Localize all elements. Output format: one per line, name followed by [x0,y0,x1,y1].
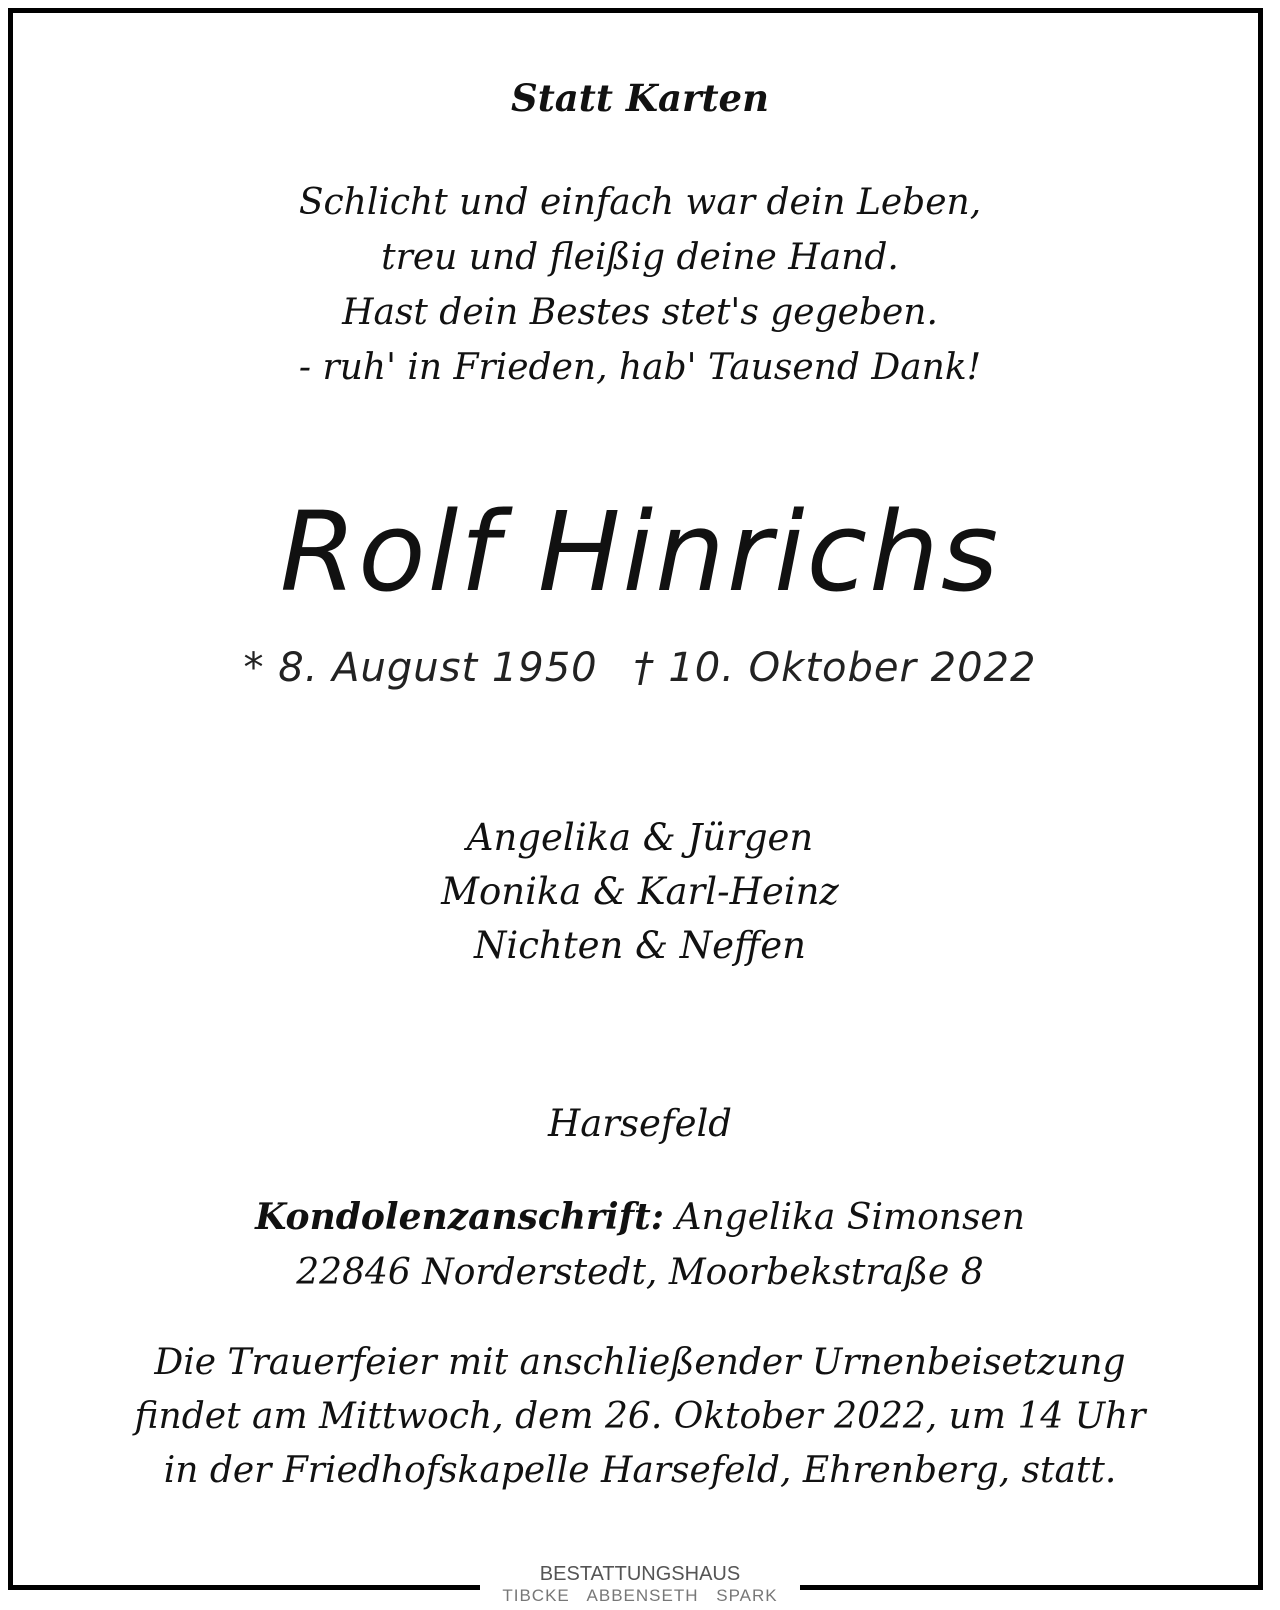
poem-line: treu und fleißig deine Hand. [381,237,899,278]
condolence-street: 22846 Norderstedt, Moorbekstraße 8 [296,1252,984,1293]
poem-line: Hast dein Bestes stet's gegeben. [342,292,938,333]
notice-heading: Statt Karten [510,76,769,120]
ceremony-line: Die Trauerfeier mit anschließender Urnenbeisetzung [154,1342,1126,1383]
funeral-home-logo [480,1560,800,1610]
birth-date: * 8. August 1950 [243,645,598,691]
poem-line: Schlicht und einfach war dein Leben, [298,182,982,223]
death-date: † 10. Oktober 2022 [633,645,1037,691]
life-dates [0,645,1280,691]
poem [0,175,1280,395]
funeral-home-brand: BESTATTUNGSHAUS [539,1563,741,1585]
condolence-name: Angelika Simonsen [675,1197,1025,1238]
mourner: Angelika & Jürgen [466,816,814,859]
mourner: Monika & Karl-Heinz [441,870,839,913]
mourners-list [0,811,1280,973]
ceremony-line: in der Friedhofskapelle Harsefeld, Ehrenberg, statt. [163,1450,1117,1491]
place: Harsefeld [547,1102,732,1145]
ceremony-line: findet am Mittwoch, dem 26. Oktober 2022, um 14 Uhr [134,1396,1146,1437]
mourner: Nichten & Neffen [473,924,807,967]
poem-line: - ruh' in Frieden, hab' Tausend Dank! [298,347,982,388]
funeral-home-partners: TIBCKE ABBENSETH SPARK [502,1586,778,1605]
condolence-address [0,1190,1280,1300]
deceased-name: Rolf Hinrichs [279,488,1001,616]
ceremony-info [0,1336,1280,1498]
condolence-label: Kondolenzanschrift: [255,1196,665,1238]
